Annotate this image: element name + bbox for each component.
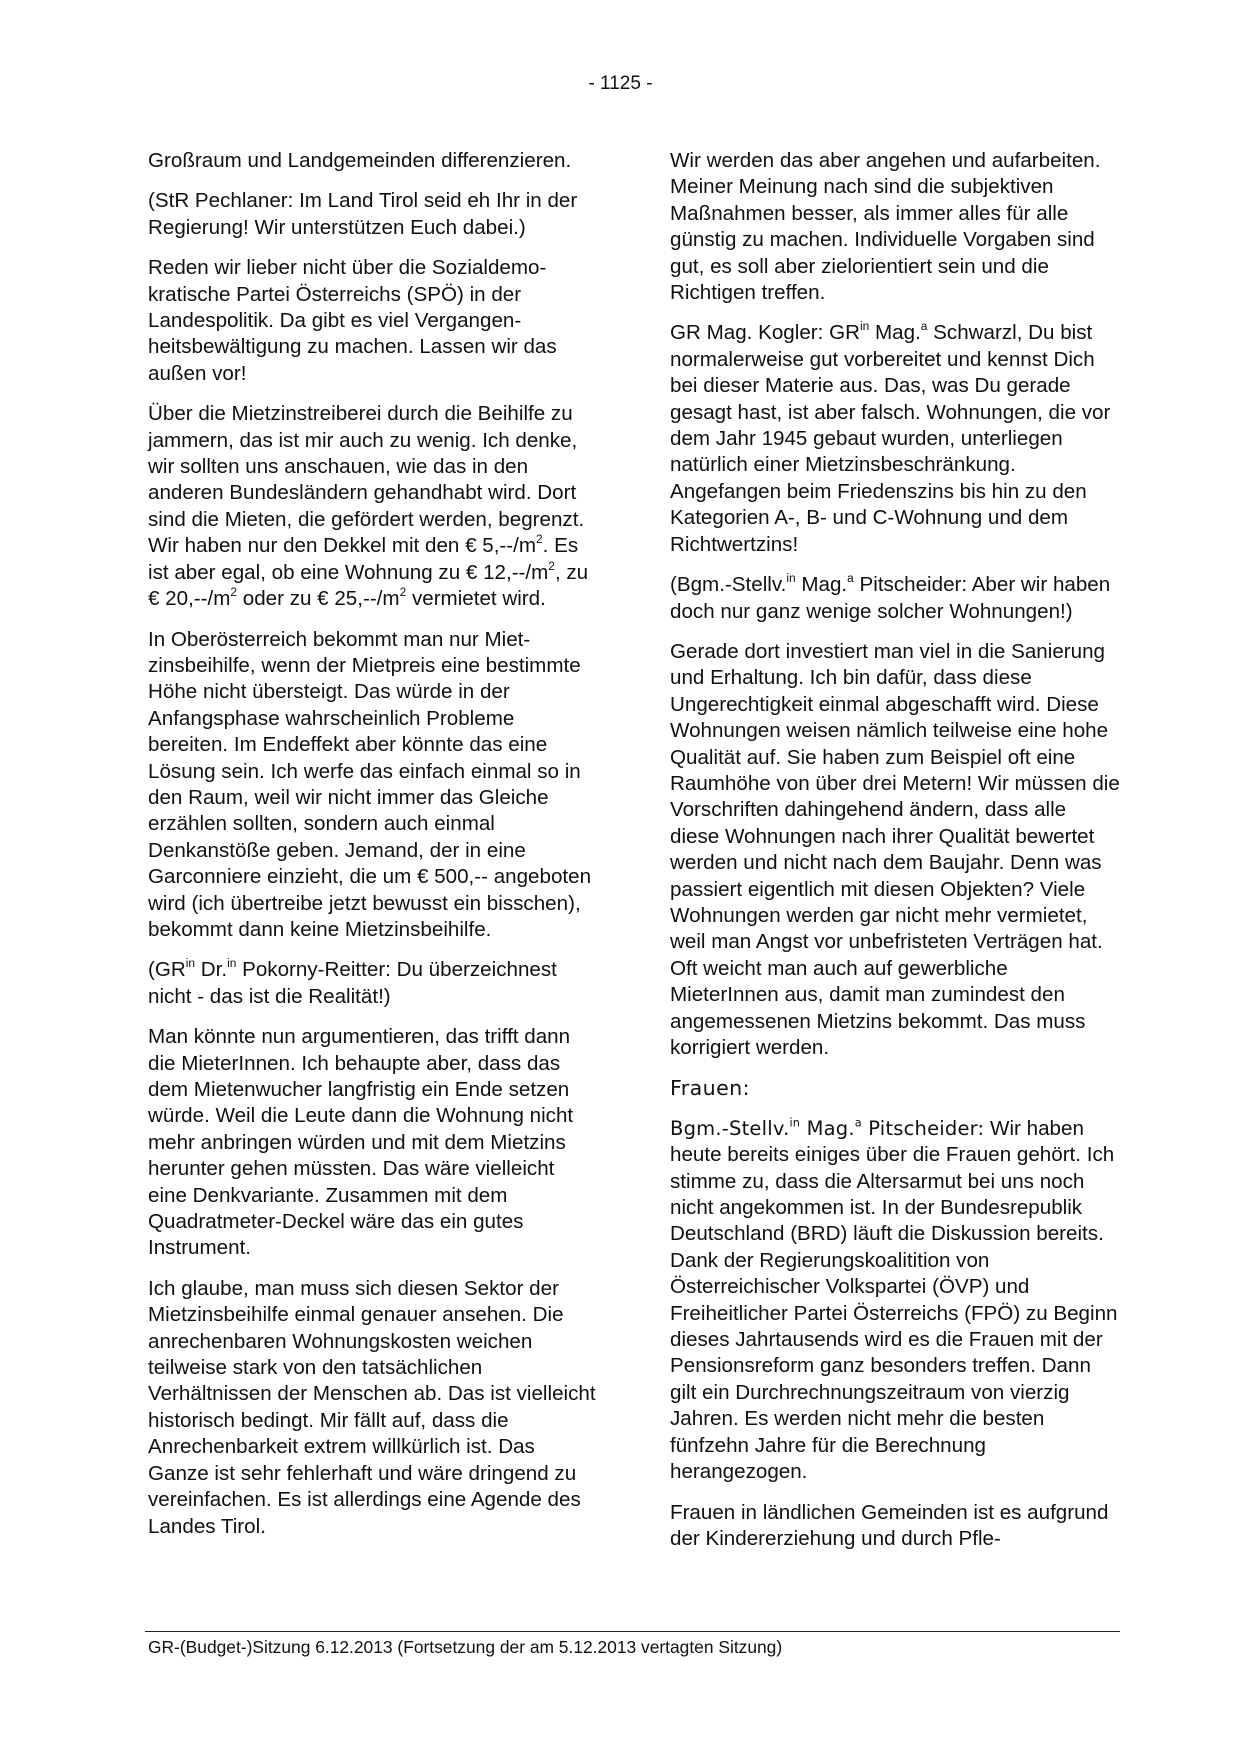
- paragraph: Ich glaube, man muss sich diesen Sektor der Mietzinsbeihilfe einmal genauer ansehen. Die anrechenbaren Wohnungskosten weichen teilweise stark von den tatsächlichen Verhältnissen der Menschen ab. Das ist vielleicht historisch bedingt. Mir fällt auf, dass die Anrechenbarkeit extrem willkürlich ist. Das Ganze ist sehr fehlerhaft und wäre dringend zu vereinfachen. Es ist allerdings eine Agende des Landes Tirol.: [148, 1276, 596, 1538]
- interjection: ($GR^{in}$ Dr.$^{in}$ Pokorny-Reitter: Du überzeichnest nicht - das ist die Realität!): [148, 956, 557, 1008]
- paragraph: Reden wir lieber nicht über die Sozialdemokratische Partei Österreichs (SPÖ) in der Landespolitik. Da gibt es viel Vergangenheitsbewältigung zu machen. Lassen wir das außen vor!: [148, 256, 557, 385]
- paragraph: Gerade dort investiert man viel in die Sanierung und Erhaltung. Ich bin dafür, dass diese Ungerechtigkeit einmal abgeschafft wird. Diese Wohnungen weisen nämlich teilweise eine hohe Qualität auf. Sie haben zum Beispiel oft eine Raumhöhe von über drei Metern! Wir müssen die Vorschriften dahingehend ändern, dass alle diese Wohnungen nach ihrer Qualität bewertet werden und nicht nach dem Baujahr. Denn was passiert eigentlich mit diesen Objekten? Viele Wohnungen werden gar nicht mehr vermietet, weil man Angst vor unbefristeten Verträgen hat. Oft weicht man auch auf gewerbliche MieterInnen aus, damit man zumindest den angemessenen Mietzins bekommt. Das muss korrigiert werden.: [670, 639, 1120, 1059]
- paragraph: In Oberösterreich bekommt man nur Mietzinsbeihilfe, wenn der Mietpreis eine bestimmte Höhe nicht übersteigt. Das würde in der Anfangsphase wahrscheinlich Probleme bereiten. Im Endeffekt aber könnte das eine Lösung sein. Ich werfe das einfach einmal so in den Raum, weil wir nicht immer das Gleiche erzählen sollten, sondern auch einmal Denkanstöße geben. Jemand, der in eine Garconniere einzieht, die um € 500,-- angeboten wird (ich übertreibe jetzt bewusst ein bisschen), bekommt dann keine Mietzinsbeihilfe.: [148, 627, 592, 941]
- paragraph: Wir werden das aber angehen und aufarbeiten. Meiner Meinung nach sind die subjektiven Maßnahmen besser, als immer alles für alle günstig zu machen. Individuelle Vorgaben sind gut, es soll aber zielorientiert sein und die Richtigen treffen.: [670, 149, 1101, 305]
- left-column: [148, 148, 598, 1554]
- right-column: [670, 148, 1120, 1566]
- interjection: (StR Pechlaner: Im Land Tirol seid eh Ihr in der Regierung! Wir unterstützen Euch dabei.): [148, 189, 578, 239]
- footer-divider: [145, 1631, 1120, 1632]
- paragraph: Man könnte nun argumentieren, das trifft dann die MieterInnen. Ich behaupte aber, dass das dem Mietenwucher langfristig ein Ende setzen würde. Weil die Leute dann die Wohnung nicht mehr anbringen würden und mit dem Mietzins herunter gehen müssten. Das wäre vielleicht eine Denkvariante. Zusammen mit dem Quadratmeter-Deckel wäre das ein gutes Instrument.: [148, 1025, 574, 1260]
- speaker-name: Bgm.-Stellv.$^{in}$ Mag.$^a$ Pitscheider:: [670, 1116, 985, 1140]
- paragraph: Über die Mietzinstreiberei durch die Beihilfe zu jammern, das ist mir auch zu wenig. Ich denke, wir sollten uns anschauen, wie das in den anderen Bundesländern gehandhabt wird. Dort sind die Mieten, die gefördert werden, begrenzt. Wir haben nur den Dekkel mit den € $5,--/m^2$. Es ist aber egal, ob eine Wohnung zu € $12,--/m^2$, zu € $20,--/m^2$ oder zu € $25,--/m^2$ vermietet wird.: [148, 402, 589, 611]
- speech: Bgm.-Stellv.$^{in}$ Mag.$^a$ Pitscheider: Wir haben heute bereits einiges über die Frauen gehört. Ich stimme zu, dass die Altersarmut bei uns noch nicht angekommen ist. In der Bundesrepublik Deutschland (BRD) läuft die Diskussion bereits. Dank der Regierungskoalitition von Österreichischer Volkspartei (ÖVP) und Freiheitlicher Partei Österreichs (FPÖ) zu Beginn dieses Jahrtausends wird es die Frauen mit der Pensionsreform ganz besonders treffen. Dann gilt ein Durchrechnungszeitraum von vierzig Jahren. Es werden nicht mehr die besten fünfzehn Jahre für die Berechnung herangezogen.: [670, 1116, 1118, 1484]
- paragraph: Großraum und Landgemeinden differenzieren.: [148, 149, 572, 172]
- footer: GR-(Budget-)Sitzung 6.12.2013 (Fortsetzung der am 5.12.2013 vertagten Sitzung): [148, 1637, 783, 1657]
- section-heading: Frauen:: [670, 1076, 750, 1101]
- paragraph: Frauen in ländlichen Gemeinden ist es aufgrund der Kindererziehung und durch Pfle-: [670, 1500, 1109, 1550]
- page-number: - 1125 -: [588, 73, 653, 94]
- speech: GR Mag. Kogler: $GR^{in}$ Mag.$^a$ Schwarzl, Du bist normalerweise gut vorbereitet und kennst Dich bei dieser Materie aus. Das, was Du gerade gesagt hast, ist aber falsch. Wohnungen, die vor dem Jahr 1945 gebaut wurden, unterliegen natürlich einer Mietzinsbeschränkung. Angefangen beim Friedenszins bis hin zu den Kategorien A-, B- und C-Wohnung und dem Richtwertzins!: [670, 319, 1111, 556]
- interjection: (Bgm.-Stellv.$^{in}$ Mag.$^a$ Pitscheider: Aber wir haben doch nur ganz wenige solcher Wohnungen!): [670, 571, 1111, 623]
